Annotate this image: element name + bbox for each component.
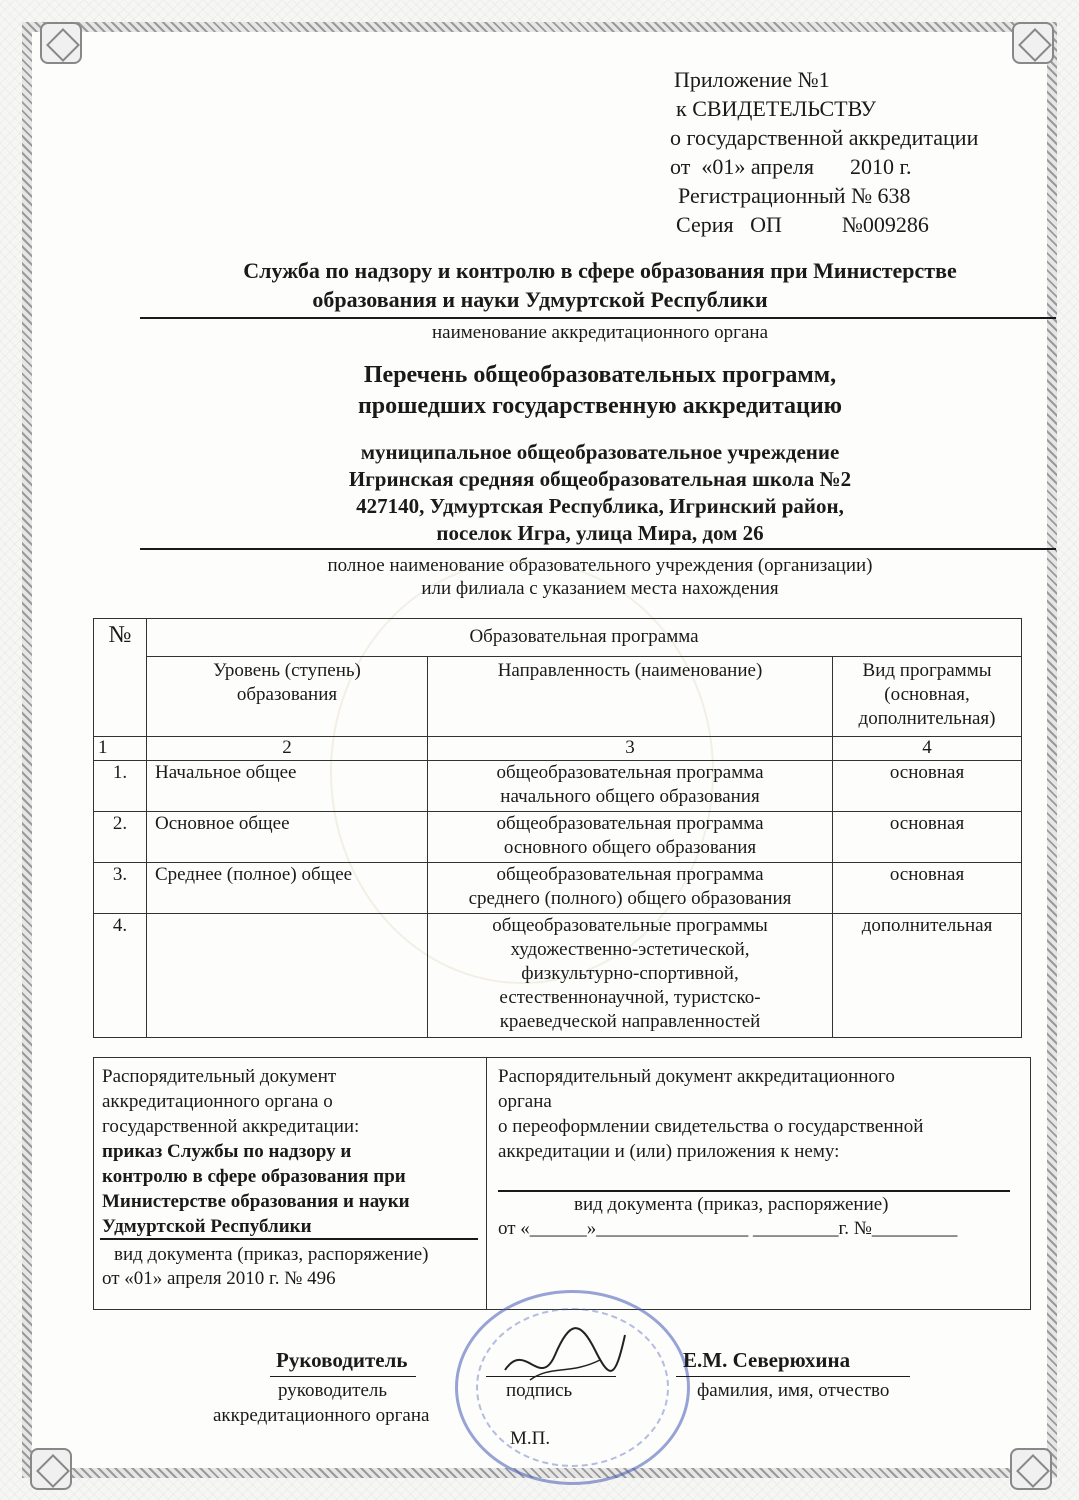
signature-underline [486, 1376, 616, 1377]
authority-name-line2: образования и науки Удмуртской Республики [312, 287, 768, 312]
head-name-caption: фамилия, имя, отчество [697, 1380, 890, 1401]
institution-line2: Игринская средняя общеобразовательная школа №2 [348, 467, 852, 491]
institution-caption1: полное наименование образовательного учреждения (организации) [327, 555, 873, 576]
order-left-caption: вид документа (приказ, распоряжение) [114, 1244, 429, 1265]
table-index-row [94, 737, 1022, 761]
table-row [94, 761, 1022, 812]
table-cell: общеобразовательная программа основного общего образования [428, 812, 833, 863]
seal-label: М.П. [510, 1428, 551, 1449]
appendix-title: Приложение №1 [674, 67, 830, 92]
appendix-accreditation: о государственной аккредитации [670, 125, 979, 150]
order-right-text: Распорядительный документ аккредитационного органа о переоформлении свидетельства о государственной аккредитации и (или) приложения к нему: [498, 1066, 924, 1162]
head-position-caption1: руководитель [278, 1380, 388, 1401]
table-cell: 4. [94, 914, 147, 1038]
col-header-direction: Направленность (наименование) [428, 657, 833, 737]
order-left-underline [100, 1238, 478, 1240]
table-cell: 1. [94, 761, 147, 812]
table-cell: 4 [833, 737, 1022, 761]
corner-ornament-icon [30, 1448, 72, 1490]
institution-line4: поселок Игра, улица Мира, дом 26 [436, 521, 764, 545]
document-title-line2: прошедших государственную аккредитацию [357, 393, 843, 419]
table-cell: основная [833, 863, 1022, 914]
authority-name-line1: Служба по надзору и контролю в сфере образования при Министерстве [243, 258, 957, 283]
order-left-date: от «01» апреля 2010 г. № 496 [102, 1268, 336, 1289]
head-name-underline [676, 1376, 910, 1377]
table-row [94, 863, 1022, 914]
programs-table [93, 618, 1022, 1038]
table-row [94, 914, 1022, 1038]
table-header-row [94, 619, 1022, 657]
table-cell: 3. [94, 863, 147, 914]
table-subheader-row [94, 657, 1022, 737]
col-header-type: Вид программы (основная, дополнительная) [833, 657, 1022, 737]
authority-caption: наименование аккредитационного органа [431, 322, 769, 343]
corner-ornament-icon [40, 22, 82, 64]
order-divider [486, 1058, 487, 1310]
table-cell: дополнительная [833, 914, 1022, 1038]
institution-line1: муниципальное общеобразовательное учреждение [360, 440, 840, 464]
table-cell: общеобразовательная программа начального общего образования [428, 761, 833, 812]
table-cell: Начальное общее [147, 761, 428, 812]
table-row [94, 812, 1022, 863]
appendix-series: Серия ОП №009286 [676, 212, 929, 237]
table-cell: основная [833, 761, 1022, 812]
col-header-number: № [94, 619, 147, 737]
institution-line3: 427140, Удмуртская Республика, Игринский район, [356, 494, 844, 518]
table-cell: 2. [94, 812, 147, 863]
head-position: Руководитель [276, 1348, 408, 1372]
order-right-caption: вид документа (приказ, распоряжение) [574, 1194, 889, 1215]
appendix-reg-number: Регистрационный № 638 [678, 183, 911, 208]
head-name: Е.М. Северюхина [683, 1348, 851, 1372]
table-cell: 3 [428, 737, 833, 761]
institution-caption2: или филиала с указанием места нахождения [421, 578, 779, 599]
appendix-date: от «01» апреля 2010 г. [670, 154, 912, 179]
col-header-level: Уровень (ступень) образования [147, 657, 428, 737]
order-left-text: Распорядительный документ аккредитационного органа о государственной аккредитации: приказ Службы по надзору и контролю в сфере образования при Министерстве образования и науки Удмуртской Республики [102, 1066, 410, 1237]
order-documents-box [93, 1057, 1031, 1310]
signature-caption: подпись [506, 1380, 573, 1401]
table-cell: Основное общее [147, 812, 428, 863]
table-cell [147, 914, 428, 1038]
table-cell: общеобразовательная программа среднего (полного) общего образования [428, 863, 833, 914]
appendix-header [670, 65, 978, 239]
authority-underline [140, 317, 1056, 319]
col-header-program-group: Образовательная программа [147, 619, 1022, 657]
order-right-date: от «______»________________ _________г. №_________ [498, 1218, 958, 1239]
table-cell: 2 [147, 737, 428, 761]
appendix-certificate: к СВИДЕТЕЛЬСТВУ [676, 96, 877, 121]
table-cell: 1 [94, 737, 147, 761]
table-cell: общеобразовательные программы художественно-эстетической, физкультурно-спортивной, естественнонаучной, туристско- краеведческой направленностей [428, 914, 833, 1038]
document-title-line1: Перечень общеобразовательных программ, [363, 362, 837, 388]
institution-underline [140, 548, 1056, 550]
head-position-caption2: аккредитационного органа [213, 1405, 430, 1426]
table-cell: основная [833, 812, 1022, 863]
corner-ornament-icon [1010, 1448, 1052, 1490]
head-position-underline [270, 1376, 416, 1377]
table-cell: Среднее (полное) общее [147, 863, 428, 914]
corner-ornament-icon [1012, 22, 1054, 64]
